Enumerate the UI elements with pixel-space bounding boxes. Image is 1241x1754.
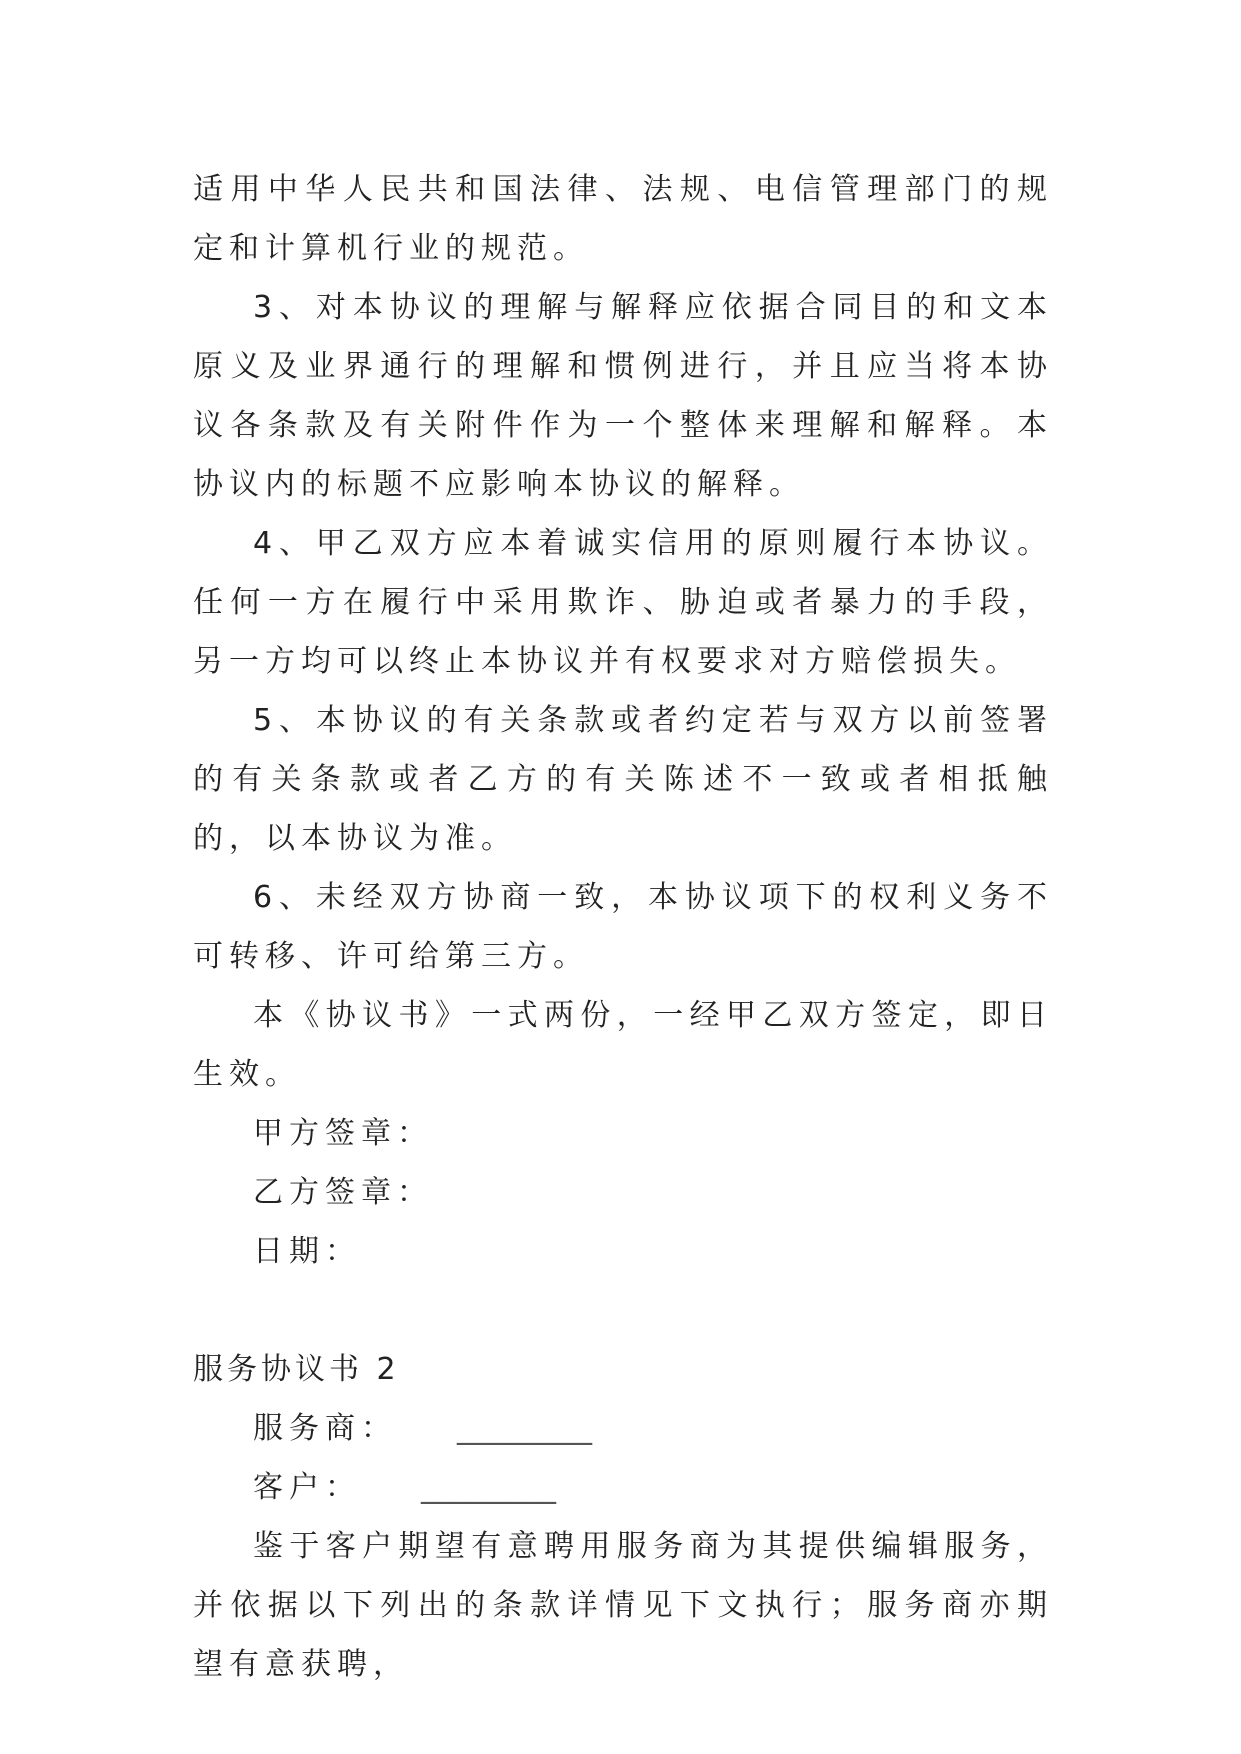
paragraph-clause-3: 3、对本协议的理解与解释应依据合同目的和文本原义及业界通行的理解和惯例进行，并且应当将本协议各条款及有关附件作为一个整体来理解和解释。本协议内的标题不应影响本协议的解释。 xyxy=(193,290,1053,502)
paragraph-clause-6: 6、未经双方协商一致，本协议项下的权利义务不可转移、许可给第三方。 xyxy=(193,880,1053,974)
provider-label: 服务商： xyxy=(253,1411,397,1446)
paragraph-intro: 鉴于客户期望有意聘用服务商为其提供编辑服务，并依据以下列出的条款详情见下文执行；服务商亦期望有意获聘， xyxy=(193,1529,1053,1682)
date-line: 日期： xyxy=(253,1234,361,1269)
paragraph-clause-5: 5、本协议的有关条款或者约定若与双方以前签署的有关条款或者乙方的有关陈述不一致或者相抵触的，以本协议为准。 xyxy=(193,703,1053,856)
party-b-signature-line: 乙方签章： xyxy=(253,1175,433,1210)
paragraph-clause-4: 4、甲乙双方应本着诚实信用的原则履行本协议。任何一方在履行中采用欺诈、胁迫或者暴力的手段，另一方均可以终止本协议并有权要求对方赔偿损失。 xyxy=(193,526,1053,679)
client-blank: _________ xyxy=(421,1470,556,1505)
client-line xyxy=(193,1458,1053,1517)
provider-blank: _________ xyxy=(457,1411,592,1446)
section-title: 服务协议书 2 xyxy=(193,1352,400,1387)
provider-line xyxy=(193,1399,1053,1458)
party-a-signature-line: 甲方签章： xyxy=(253,1116,433,1151)
section-spacer xyxy=(193,1281,1053,1340)
client-label: 客户： xyxy=(253,1470,361,1505)
paragraph-continuation: 适用中华人民共和国法律、法规、电信管理部门的规定和计算机行业的规范。 xyxy=(193,172,1053,266)
paragraph-effect-clause: 本《协议书》一式两份，一经甲乙双方签定，即日生效。 xyxy=(193,998,1053,1092)
document-body xyxy=(193,160,1053,1694)
